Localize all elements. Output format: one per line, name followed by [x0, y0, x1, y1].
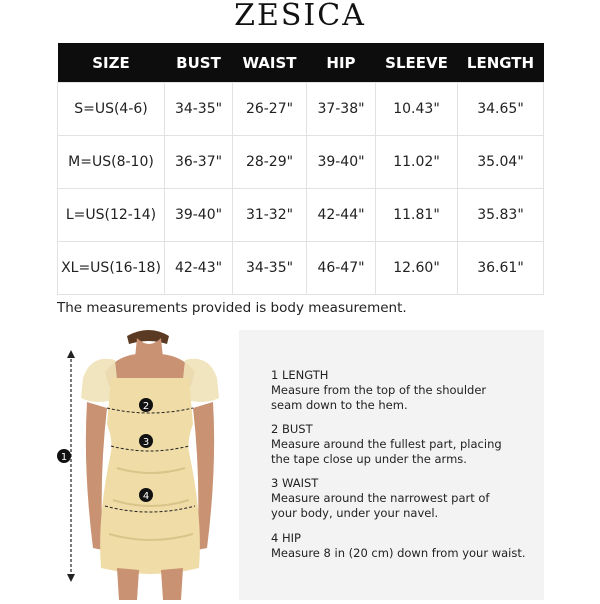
- table-header-row: [58, 43, 544, 83]
- cell-sleeve: 11.02": [376, 136, 458, 189]
- guide-item-title: 3 WAIST: [271, 476, 319, 490]
- cell-bust: 36-37": [165, 136, 233, 189]
- guide-item-desc: Measure 8 in (20 cm) down from your waist.: [271, 546, 526, 560]
- measurement-note: The measurements provided is body measurement.: [57, 300, 407, 316]
- hair-shape: [127, 330, 169, 344]
- table-row: [58, 83, 544, 136]
- cell-hip: 37-38": [307, 83, 376, 136]
- cell-length: 35.04": [458, 136, 544, 189]
- measurement-guide-panel: [239, 330, 544, 600]
- marker-2-label: 2: [142, 401, 150, 412]
- table-row: [58, 136, 544, 189]
- guide-item-bust: [271, 422, 502, 467]
- cell-waist: 26-27": [233, 83, 307, 136]
- guide-item-length: [271, 368, 486, 413]
- guide-item-desc: seam down to the hem.: [271, 398, 408, 412]
- header-length: LENGTH: [458, 43, 544, 83]
- guide-item-desc: Measure from the top of the shoulder: [271, 383, 487, 397]
- cell-hip: 46-47": [307, 242, 376, 295]
- cell-waist: 31-32": [233, 189, 307, 242]
- guide-item-title: 2 BUST: [271, 422, 313, 436]
- guide-item-hip: [271, 531, 526, 561]
- cell-waist: 28-29": [233, 136, 307, 189]
- header-waist: WAIST: [233, 43, 307, 83]
- left-leg: [117, 568, 139, 600]
- table-row: [58, 189, 544, 242]
- length-arrow-top: [67, 350, 75, 358]
- guide-item-desc: Measure around the narrowest part of: [271, 491, 490, 505]
- guide-item-desc: your body, under your navel.: [271, 506, 439, 520]
- table-row: [58, 242, 544, 295]
- cell-length: 36.61": [458, 242, 544, 295]
- length-arrow-bottom: [67, 574, 75, 582]
- cell-length: 35.83": [458, 189, 544, 242]
- cell-sleeve: 10.43": [376, 83, 458, 136]
- guide-item-waist: [271, 476, 489, 521]
- guide-item-title: 1 LENGTH: [271, 368, 329, 382]
- cell-size: XL=US(16-18): [58, 242, 165, 295]
- marker-3-label: 3: [142, 437, 150, 448]
- header-size: SIZE: [58, 43, 165, 83]
- size-chart-table: [57, 43, 544, 295]
- cell-bust: 39-40": [165, 189, 233, 242]
- marker-1-label: 1: [60, 452, 68, 463]
- right-leg: [161, 568, 183, 600]
- cell-waist: 34-35": [233, 242, 307, 295]
- cell-hip: 42-44": [307, 189, 376, 242]
- dress-diagram: [57, 328, 235, 600]
- header-sleeve: SLEEVE: [376, 43, 458, 83]
- cell-bust: 34-35": [165, 83, 233, 136]
- cell-size: S=US(4-6): [58, 83, 165, 136]
- header-hip: HIP: [307, 43, 376, 83]
- marker-4-label: 4: [142, 491, 150, 502]
- guide-item-desc: Measure around the fullest part, placing: [271, 437, 502, 451]
- cell-size: M=US(8-10): [58, 136, 165, 189]
- guide-item-desc: the tape close up under the arms.: [271, 452, 467, 466]
- header-bust: BUST: [165, 43, 233, 83]
- cell-hip: 39-40": [307, 136, 376, 189]
- cell-bust: 42-43": [165, 242, 233, 295]
- dress-illustration: [57, 328, 235, 600]
- cell-size: L=US(12-14): [58, 189, 165, 242]
- cell-length: 34.65": [458, 83, 544, 136]
- cell-sleeve: 12.60": [376, 242, 458, 295]
- cell-sleeve: 11.81": [376, 189, 458, 242]
- guide-item-title: 4 HIP: [271, 531, 301, 545]
- brand-logo: ZESICA: [234, 0, 366, 33]
